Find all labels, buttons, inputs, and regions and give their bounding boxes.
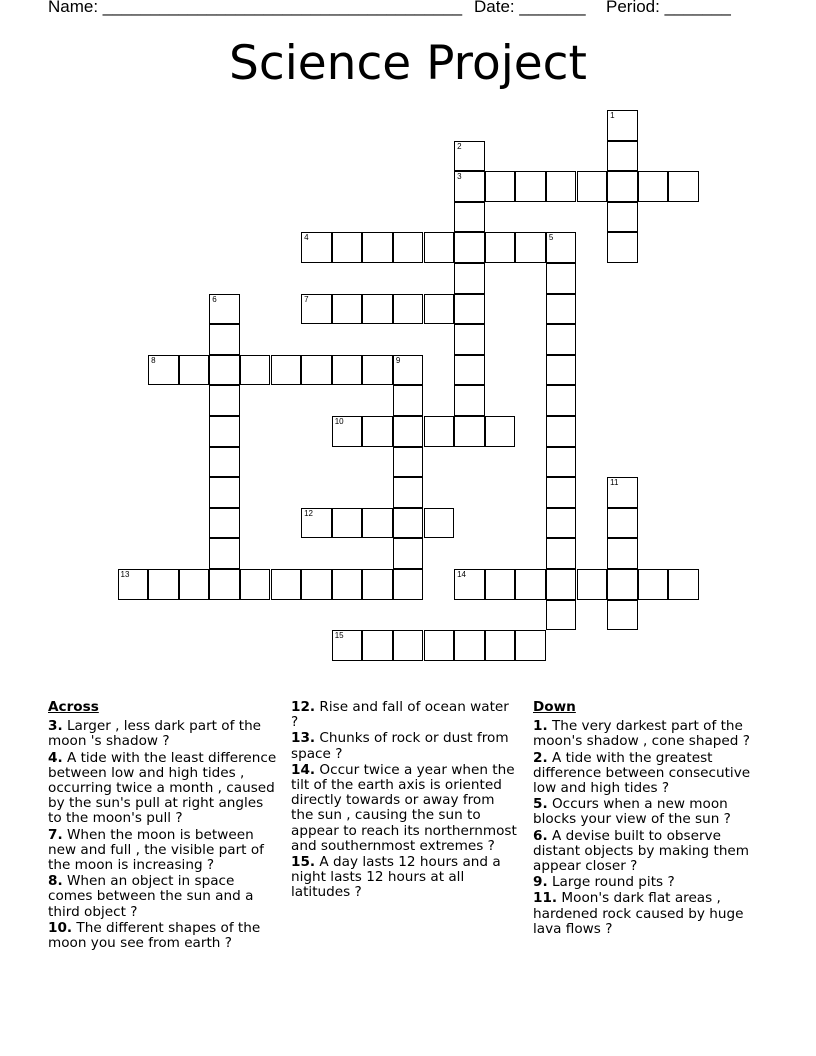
clue-number: 9.: [533, 874, 548, 891]
crossword-cell[interactable]: [393, 538, 424, 569]
crossword-cell[interactable]: [332, 569, 363, 600]
crossword-cell[interactable]: [209, 355, 240, 386]
crossword-cell[interactable]: [424, 294, 455, 325]
clue-number: 10.: [48, 919, 73, 936]
down-list: [533, 719, 768, 937]
crossword-cell[interactable]: [424, 630, 455, 661]
clue-number: 4.: [48, 749, 63, 766]
crossword-cell[interactable]: [638, 171, 669, 202]
crossword-cell[interactable]: [362, 355, 393, 386]
crossword-cell[interactable]: [209, 477, 240, 508]
clue-number: 15.: [291, 854, 316, 871]
clue-number-label: 13: [120, 570, 130, 579]
crossword-cell[interactable]: [362, 569, 393, 600]
clue-item: [291, 763, 519, 854]
crossword-cell[interactable]: [546, 447, 577, 478]
crossword-cell[interactable]: [148, 569, 179, 600]
crossword-cell[interactable]: [209, 508, 240, 539]
crossword-cell[interactable]: [546, 294, 577, 325]
crossword-cell[interactable]: [454, 630, 485, 661]
crossword-cell[interactable]: [118, 569, 149, 600]
crossword-cell[interactable]: [393, 630, 424, 661]
crossword-cell[interactable]: [271, 355, 302, 386]
crossword-cell[interactable]: [240, 355, 271, 386]
clue-number-label: 14: [457, 570, 466, 579]
clue-number-label: 9: [395, 355, 401, 365]
clue-item: [533, 751, 768, 797]
crossword-cell[interactable]: [668, 171, 699, 202]
crossword-cell[interactable]: [454, 232, 485, 263]
clue-item: [48, 828, 280, 874]
crossword-cell[interactable]: [607, 538, 638, 569]
crossword-cell[interactable]: [607, 569, 638, 600]
clue-text: When an object in space comes between the sun and a third object ?: [48, 873, 254, 920]
clue-text: Rise and fall of ocean water ?: [291, 699, 509, 731]
clue-text: Occurs when a new moon blocks your view of the sun ?: [533, 796, 731, 828]
crossword-cell[interactable]: [301, 355, 332, 386]
crossword-cell[interactable]: [393, 508, 424, 539]
crossword-cell[interactable]: [271, 569, 302, 600]
crossword-cell[interactable]: [546, 324, 577, 355]
clue-number: 12.: [291, 699, 316, 715]
crossword-cell[interactable]: [546, 477, 577, 508]
clue-text: A day lasts 12 hours and a night lasts 12 hours at all latitudes ?: [291, 854, 501, 901]
clue-text: Occur twice a year when the tilt of the earth axis is oriented directly towards or away from the sun , causing the sun to appear to reach its northernmost and southernmost extremes ?: [291, 761, 517, 854]
across-heading: Across: [48, 699, 99, 715]
clue-text: The different shapes of the moon you see from earth ?: [48, 919, 261, 952]
crossword-cell[interactable]: [454, 416, 485, 447]
clue-item: [291, 731, 519, 761]
crossword-cell[interactable]: [607, 202, 638, 233]
clue-number: 7.: [48, 826, 63, 843]
crossword-cell[interactable]: [332, 355, 363, 386]
crossword-cell[interactable]: [577, 569, 608, 600]
crossword-cell[interactable]: [148, 355, 179, 386]
across-clues-column-continued: [291, 700, 519, 902]
crossword-cell[interactable]: [546, 508, 577, 539]
crossword-cell[interactable]: [332, 508, 363, 539]
crossword-cell[interactable]: [515, 232, 546, 263]
clue-item: [48, 921, 280, 951]
clue-item: [291, 855, 519, 901]
crossword-cell[interactable]: [362, 294, 393, 325]
crossword-cell[interactable]: [454, 202, 485, 233]
clue-number-label: 15: [334, 631, 344, 641]
clue-number: 6.: [533, 827, 548, 844]
clue-number-label: 4: [304, 233, 309, 243]
across-clues-column: [48, 700, 280, 952]
down-heading: Down: [533, 699, 576, 715]
clue-number-label: 8: [151, 355, 156, 365]
crossword-cell[interactable]: [515, 171, 546, 202]
clue-number-label: 3: [457, 172, 462, 182]
crossword-cell[interactable]: [454, 294, 485, 325]
crossword-cell[interactable]: [485, 232, 516, 263]
crossword-cell[interactable]: [454, 263, 485, 294]
crossword-cell[interactable]: [393, 355, 424, 386]
crossword-cell[interactable]: [179, 569, 210, 600]
crossword-cell[interactable]: [301, 294, 332, 325]
clue-text: The very darkest part of the moon's shadow , cone shaped ?: [533, 718, 750, 750]
crossword-cell[interactable]: [546, 538, 577, 569]
crossword-cell[interactable]: [485, 171, 516, 202]
clue-number-label: 6: [212, 294, 217, 304]
down-clues-column: [533, 700, 768, 938]
clue-text: Larger , less dark part of the moon 's shadow ?: [48, 718, 262, 750]
crossword-cell[interactable]: [577, 171, 608, 202]
date-field[interactable]: Date: _______: [474, 0, 586, 16]
name-field[interactable]: Name: ______________________________________: [48, 0, 463, 16]
crossword-cell[interactable]: [424, 416, 455, 447]
crossword-cell[interactable]: [393, 385, 424, 416]
crossword-cell[interactable]: [209, 416, 240, 447]
clue-text: Moon's dark flat areas , hardened rock caused by huge lava flows ?: [533, 890, 744, 937]
crossword-cell[interactable]: [332, 416, 363, 447]
crossword-cell[interactable]: [393, 294, 424, 325]
crossword-cell[interactable]: [607, 477, 638, 508]
crossword-cell[interactable]: [332, 630, 363, 661]
clue-number-label: 5: [548, 233, 554, 243]
crossword-cell[interactable]: [393, 416, 424, 447]
crossword-cell[interactable]: [485, 569, 516, 600]
clue-number: 2.: [533, 749, 548, 766]
crossword-cell[interactable]: [546, 600, 577, 631]
crossword-cell[interactable]: [301, 569, 332, 600]
clue-number: 3.: [48, 718, 63, 735]
crossword-cell[interactable]: [393, 477, 424, 508]
clue-number-label: 10: [334, 417, 344, 426]
clue-item: [533, 719, 768, 749]
crossword-cell[interactable]: [454, 355, 485, 386]
crossword-cell[interactable]: [546, 171, 577, 202]
clue-text: A tide with the least difference between low and high tides , occurring twice a month , caused by the sun's pull at right angles to the moon's pull ?: [48, 749, 277, 827]
crossword-cell[interactable]: [301, 508, 332, 539]
crossword-cell[interactable]: [240, 569, 271, 600]
crossword-cell[interactable]: [607, 141, 638, 172]
clue-text: When the moon is between new and full , the visible part of the moon is increasing ?: [48, 826, 264, 874]
clue-text: Chunks of rock or dust from space ?: [291, 730, 509, 762]
crossword-cell[interactable]: [209, 538, 240, 569]
crossword-cell[interactable]: [393, 232, 424, 263]
crossword-cell[interactable]: [332, 294, 363, 325]
crossword-cell[interactable]: [546, 355, 577, 386]
crossword-cell[interactable]: [454, 141, 485, 172]
clue-item: [533, 891, 768, 937]
clue-number: 5.: [533, 796, 548, 813]
crossword-cell[interactable]: [209, 324, 240, 355]
clue-number: 1.: [533, 718, 548, 735]
crossword-cell[interactable]: [546, 569, 577, 600]
clue-item: [291, 700, 519, 730]
crossword-cell[interactable]: [607, 171, 638, 202]
clue-text: Large round pits ?: [547, 874, 675, 891]
crossword-cell[interactable]: [638, 569, 669, 600]
crossword-cell[interactable]: [515, 630, 546, 661]
clue-item: [48, 719, 280, 749]
crossword-cell[interactable]: [454, 171, 485, 202]
period-field[interactable]: Period: _______: [606, 0, 731, 16]
crossword-cell[interactable]: [301, 232, 332, 263]
crossword-cell[interactable]: [362, 416, 393, 447]
crossword-cell[interactable]: [179, 355, 210, 386]
clue-item: [533, 797, 768, 827]
crossword-cell[interactable]: [393, 447, 424, 478]
crossword-cell[interactable]: [546, 385, 577, 416]
crossword-cell[interactable]: [515, 569, 546, 600]
crossword-cell[interactable]: [485, 416, 516, 447]
clue-number: 8.: [48, 873, 63, 890]
crossword-cell[interactable]: [209, 447, 240, 478]
crossword-cell[interactable]: [362, 630, 393, 661]
crossword-cell[interactable]: [332, 232, 363, 263]
clue-number: 13.: [291, 730, 316, 747]
crossword-cell[interactable]: [607, 600, 638, 631]
crossword-cell[interactable]: [393, 569, 424, 600]
crossword-cell[interactable]: [546, 232, 577, 263]
clue-text: A devise built to observe distant objects by making them appear closer ?: [533, 827, 750, 875]
clue-number-label: 7: [304, 294, 309, 304]
clue-item: [533, 875, 768, 890]
crossword-cell[interactable]: [362, 508, 393, 539]
crossword-cell[interactable]: [209, 385, 240, 416]
clue-text: A tide with the greatest difference between consecutive low and high tides ?: [533, 749, 751, 797]
clue-number-label: 2: [457, 141, 462, 151]
clue-item: [48, 874, 280, 920]
crossword-cell[interactable]: [668, 569, 699, 600]
across-list-2: [291, 700, 519, 901]
across-list-1: [48, 719, 280, 951]
crossword-cell[interactable]: [424, 508, 455, 539]
crossword-cell[interactable]: [209, 294, 240, 325]
crossword-cell[interactable]: [454, 324, 485, 355]
crossword-cell[interactable]: [454, 569, 485, 600]
clue-number-label: 11: [610, 478, 619, 488]
crossword-cell[interactable]: [607, 232, 638, 263]
crossword-cell[interactable]: [607, 110, 638, 141]
crossword-cell[interactable]: [485, 630, 516, 661]
clue-item: [48, 751, 280, 827]
page-title: Science Project: [229, 36, 587, 91]
crossword-cell[interactable]: [607, 508, 638, 539]
clue-number: 14.: [291, 761, 316, 778]
crossword-cell[interactable]: [209, 569, 240, 600]
crossword-cell[interactable]: [424, 232, 455, 263]
crossword-cell[interactable]: [546, 263, 577, 294]
clue-number-label: 1: [610, 111, 615, 120]
clue-number: 11.: [533, 890, 558, 907]
crossword-cell[interactable]: [546, 416, 577, 447]
crossword-cell[interactable]: [362, 232, 393, 263]
crossword-cell[interactable]: [454, 385, 485, 416]
clue-item: [533, 829, 768, 875]
clue-number-label: 12: [304, 508, 313, 518]
